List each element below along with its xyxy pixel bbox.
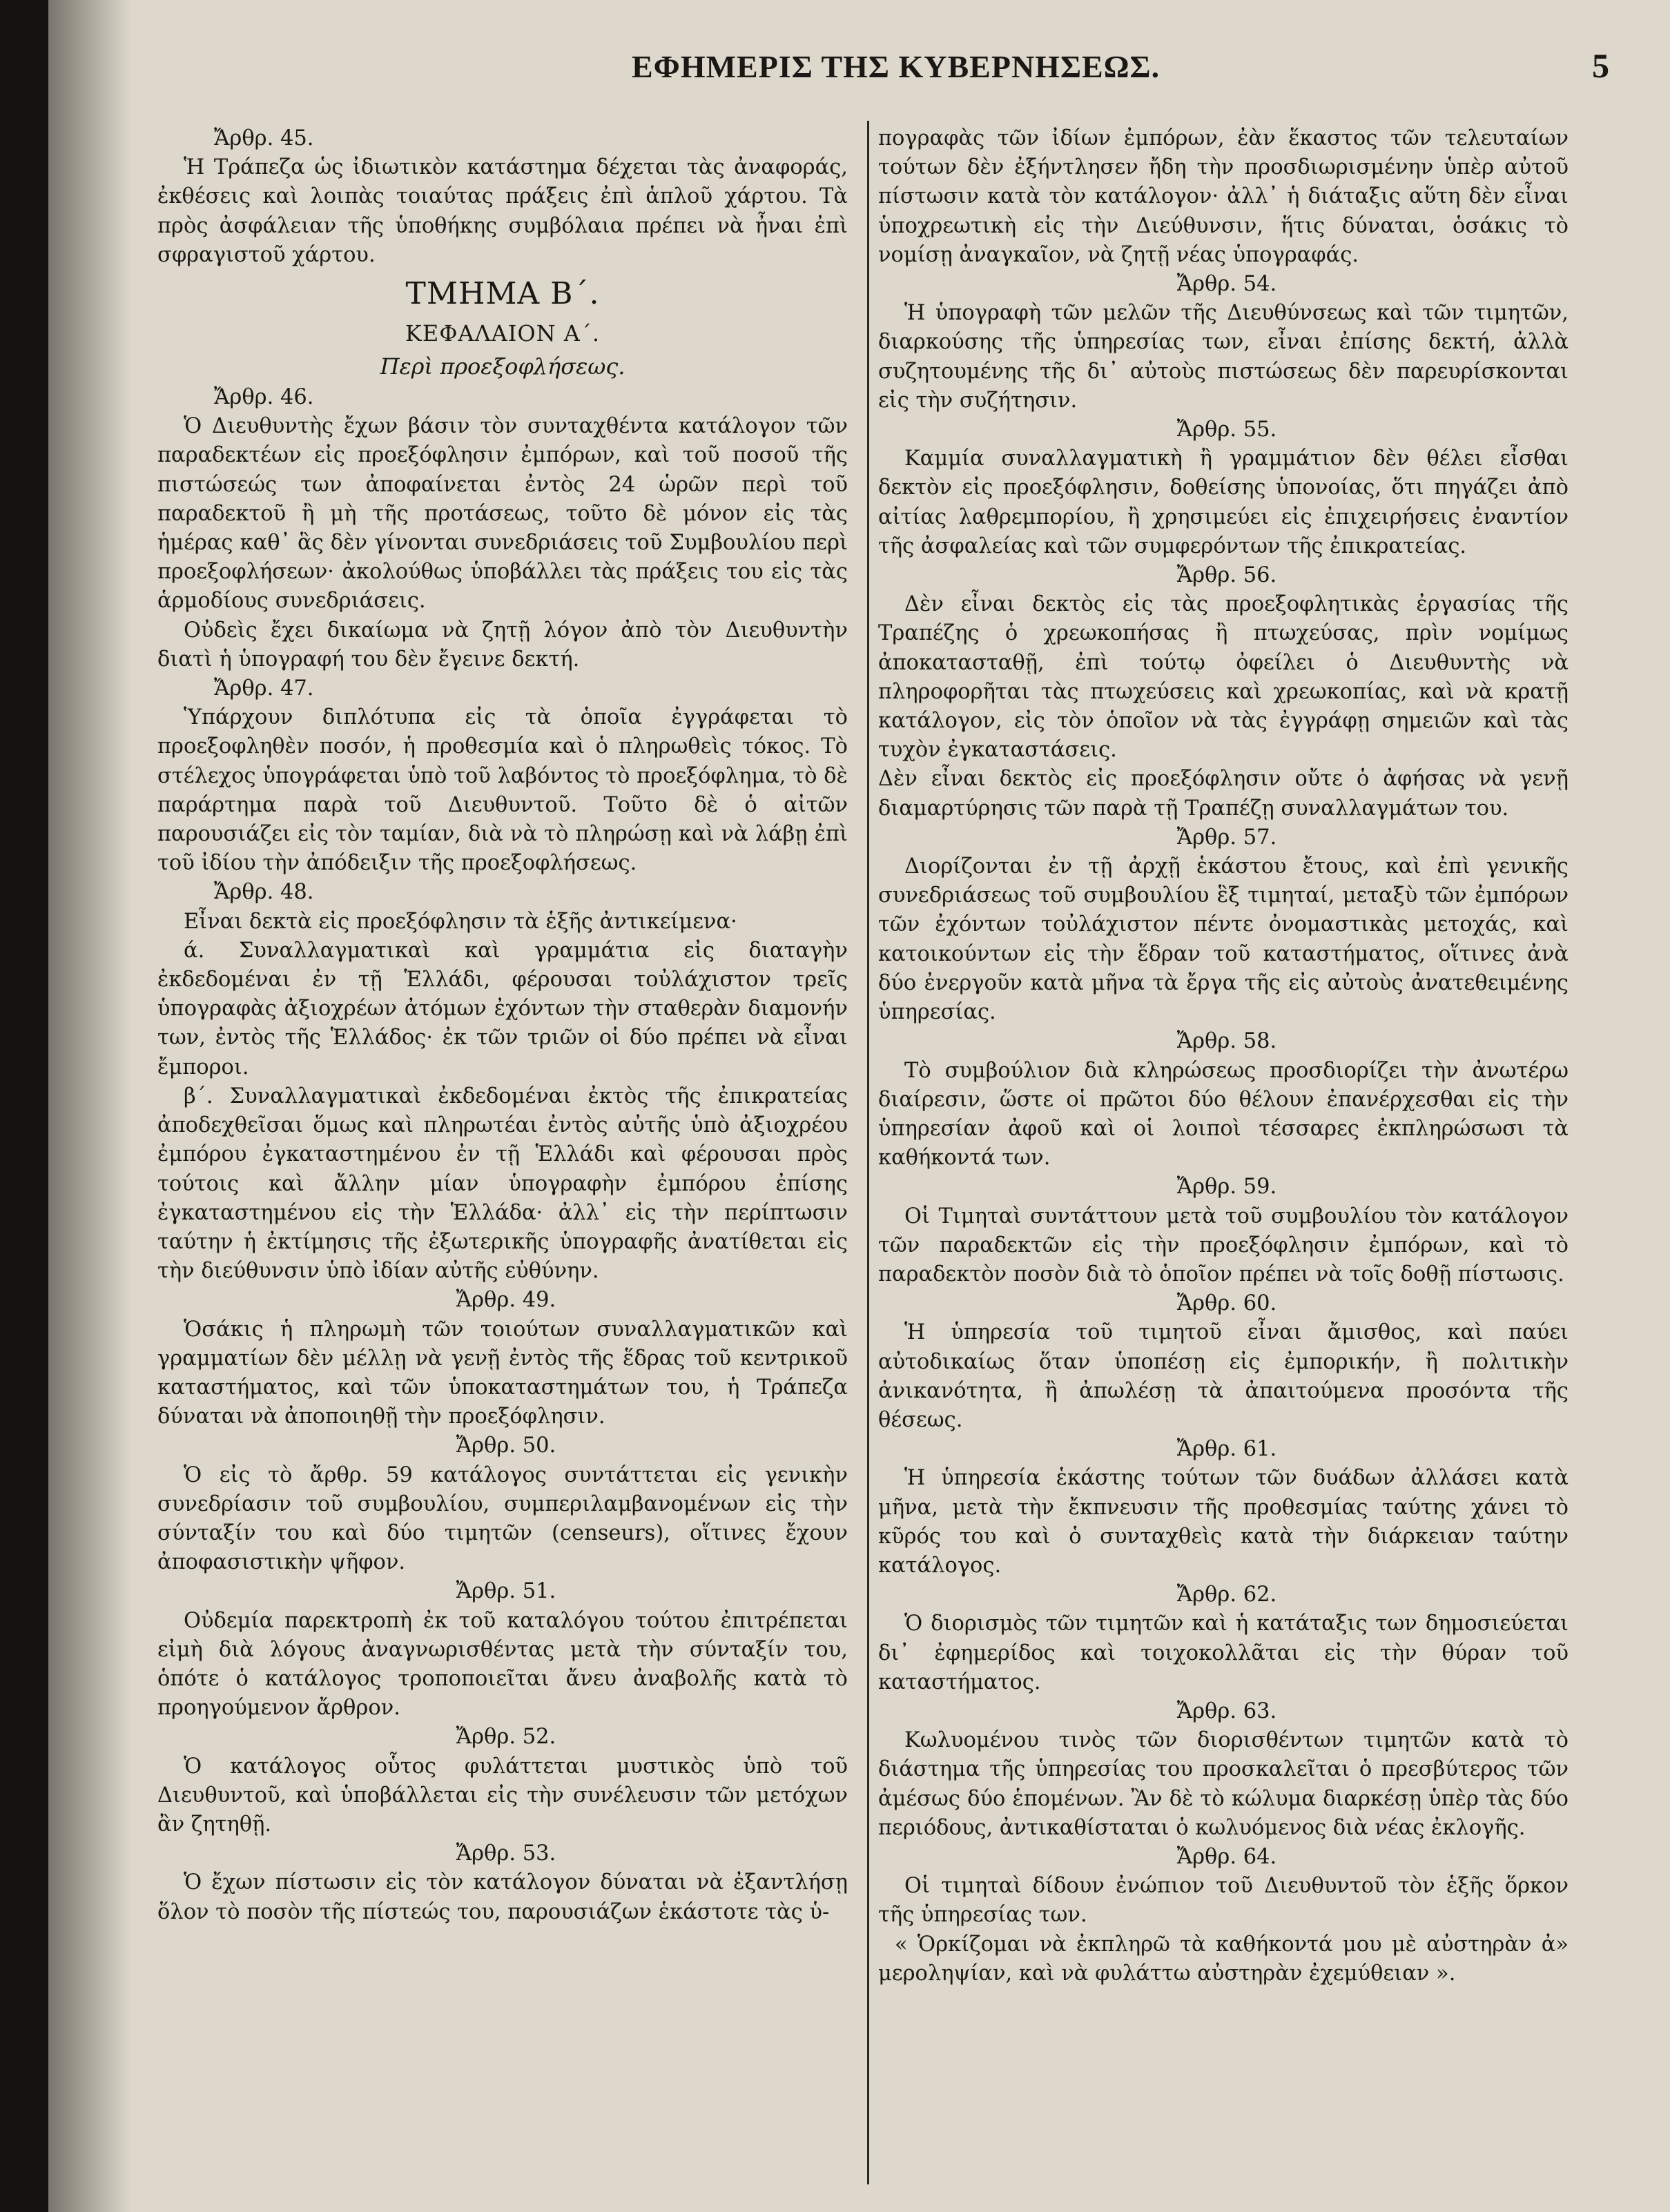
article-heading: Ἄρθρ. 56.	[1176, 563, 1277, 588]
chapter-subtitle: Περὶ προεξοφλήσεως.	[380, 353, 625, 380]
article-heading: Ἄρθρ. 51.	[456, 1579, 556, 1604]
article-paragraph: Κωλυομένου τινὸς τῶν διορισθέντων τιμητῶν κατὰ τὸ διάστημα τῆς ὑπηρεσίας του προσκαλεῖται ὁ πρεσβύτερος τῶν ἀμέσως δύο ἑπομένων. Ἂν δὲ τὸ κώλυμα διαρκέσῃ ὑπὲρ τὰς δύο περιόδους, ἀντικαθίσταται ὁ κωλυόμενος διὰ νέας ἐκλογῆς.	[878, 1728, 1569, 1840]
article-heading: Ἄρθρ. 46.	[214, 385, 314, 410]
article-paragraph-continued: πογραφὰς τῶν ἰδίων ἐμπόρων, ἐὰν ἕκαστος τῶν τελευταίων τούτων δὲν ἐξήντλησεν ἤδη τὴν προσδιωρισμένην ὑπὲρ αὐτοῦ πίστωσιν κατὰ τὸν κατάλογον· ἀλλ᾽ ἡ διάταξις αὕτη δὲν εἶναι ὑποχρεωτικὴ εἰς τὴν Διεύθυνσιν, ἥτις δύναται, ὁσάκις τὸ νομίσῃ ἀναγκαῖον, νὰ ζητῇ νέας ὑπογραφάς.	[878, 126, 1569, 267]
article-paragraph: Ὁ κατάλογος οὗτος φυλάττεται μυστικὸς ὑπὸ τοῦ Διευθυντοῦ, καὶ ὑποβάλλεται εἰς τὴν συνέλευσιν τῶν μετόχων ἂν ζητηθῇ.	[157, 1754, 848, 1837]
article-paragraph: ά. Συναλλαγματικαὶ καὶ γραμμάτια εἰς διαταγὴν ἐκδεδομέναι ἐν τῇ Ἑλλάδι, φέρουσαι τοὐλάχιστον τρεῖς ὑπογραφὰς ἀξιοχρέων ἀτόμων ἐχόντων τὴν σταθερὰν διαμονήν των, ἐντὸς τῆς Ἑλλάδος· ἐκ τῶν τριῶν οἱ δύο πρέπει νὰ εἶναι ἔμποροι.	[157, 938, 848, 1079]
article-paragraph: Ἡ ὑπηρεσία τοῦ τιμητοῦ εἶναι ἄμισθος, καὶ παύει αὐτοδικαίως ὅταν ὑποπέσῃ εἰς ἐμπορικήν, ἢ πολιτικὴν ἀνικανότητα, ἢ ἀπωλέσῃ τὰ ἀπαιτούμενα προσόντα τῆς θέσεως.	[878, 1320, 1569, 1432]
page-number: 5	[1592, 46, 1609, 85]
article-paragraph: Οὐδεμία παρεκτροπὴ ἐκ τοῦ καταλόγου τούτου ἐπιτρέπεται εἰμὴ διὰ λόγους ἀναγνωρισθέντας μετὰ τὴν σύνταξίν του, ὁπότε ὁ κατάλογος τροποποιεῖται ἄνευ ἀναβολῆς κατὰ τὸ προηγούμενον ἄρθρον.	[157, 1608, 848, 1721]
article-paragraph: Δὲν εἶναι δεκτὸς εἰς τὰς προεξοφλητικὰς ἐργασίας τῆς Τραπέζης ὁ χρεωκοπήσας ἢ πτωχεύσας, πρὶν νομίμως ἀποκατασταθῇ, ἐπὶ τούτῳ ὀφείλει ὁ Διευθυντὴς νὰ πληροφορῆται τὰς πτωχεύσεις καὶ χρεωκοπίας, καὶ νὰ κρατῇ κατάλογον, εἰς τὸν ὁποῖον νὰ τὰς ἐγγράφῃ σημειῶν καὶ τὰς τυχὸν ἐγκαταστάσεις.	[878, 592, 1569, 763]
oath-text: « Ὁρκίζομαι νὰ ἐκπληρῶ τὰ καθήκοντά μου μὲ αὐστηρὰν ἀ» μεροληψίαν, καὶ νὰ φυλάττω αὐστηρὰν ἐχεμύθειαν ».	[878, 1932, 1569, 1986]
article-paragraph: Εἶναι δεκτὰ εἰς προεξόφλησιν τὰ ἑξῆς ἀντικείμενα·	[184, 909, 737, 934]
article-paragraph: β΄. Συναλλαγματικαὶ ἐκδεδομέναι ἐκτὸς τῆς ἐπικρατείας ἀποδεχθεῖσαι ὅμως καὶ πληρωτέαι ἐντὸς αὐτῆς ὑπὸ ἀξιοχρέου ἐμπόρου ἐγκαταστημένου ἐν τῇ Ἑλλάδι καὶ φέρουσαι πρὸς τούτοις καὶ ἄλλην μίαν ὑπογραφὴν ἐμπόρου ἐπίσης ἐγκαταστημένου εἰς τὴν Ἑλλάδα· ἀλλ᾽ εἰς τὴν περίπτωσιν ταύτην ἡ ἐκτίμησις τῆς ἐξωτερικῆς ὑπογραφῆς ἀνατίθεται εἰς τὴν διεύθυνσιν ὑπὸ ἰδίαν αὐτῆς εὐθύνην.	[157, 1084, 848, 1284]
column-divider	[867, 121, 869, 2184]
article-paragraph: Διορίζονται ἐν τῇ ἀρχῇ ἑκάστου ἔτους, καὶ ἐπὶ γενικῆς συνεδριάσεως τοῦ συμβουλίου ἓξ τιμηταί, μεταξὺ τῶν ἐμπόρων τῶν ἐχόντων τοὐλάχιστον πέντε ὀνομαστικὰς μετοχάς, καὶ κατοικούντων εἰς τὴν ἕδραν τοῦ καταστήματος, οἵτινες ἀνὰ δύο ἐνεργοῦν κατὰ μῆνα τὰ ἔργα τῆς εἰς αὐτοὺς ἀνατεθειμένης ὑπηρεσίας.	[878, 854, 1569, 1025]
page-header	[48, 43, 1670, 98]
article-paragraph: Ὑπάρχουν διπλότυπα εἰς τὰ ὁποῖα ἐγγράφεται τὸ προεξοφληθὲν ποσόν, ἡ προθεσμία καὶ ὁ πληρωθεὶς τόκος. Τὸ στέλεχος ὑπογράφεται ὑπὸ τοῦ λαβόντος τὸ προεξόφλημα, τὸ δὲ παράρτημα παρὰ τοῦ Διευθυντοῦ. Τοῦτο δὲ ὁ αἰτῶν παρουσιάζει εἰς τὸν ταμίαν, διὰ νὰ τὸ πληρώσῃ καὶ νὰ λάβῃ ἐπὶ τοῦ ἰδίου τὴν ἀπόδειξιν τῆς προεξοφλήσεως.	[157, 705, 848, 876]
chapter-title: ΚΕΦΑΛΑΙΟΝ Α΄.	[405, 320, 601, 347]
article-paragraph: Ὁ εἰς τὸ ἄρθρ. 59 κατάλογος συντάττεται εἰς γενικὴν συνεδρίασιν τοῦ συμβουλίου, συμπεριλαμβανομένων εἰς τὴν σύνταξίν του καὶ δύο τιμητῶν (censeurs), οἵτινες ἔχουν ἀποφασιστικὴν ψῆφον.	[157, 1462, 848, 1575]
section-title: ΤΜΗΜΑ Β΄.	[405, 276, 600, 312]
article-heading: Ἄρθρ. 47.	[214, 676, 314, 701]
article-heading: Ἄρθρ. 45.	[214, 126, 314, 150]
article-heading: Ἄρθρ. 55.	[1176, 418, 1277, 442]
newspaper-page	[48, 0, 1670, 2212]
article-paragraph: Ὁσάκις ἡ πληρωμὴ τῶν τοιούτων συναλλαγματικῶν καὶ γραμματίων δὲν μέλλῃ νὰ γενῇ ἐντὸς τῆς ἕδρας τοῦ κεντρικοῦ καταστήματος, καὶ τῶν ὑποκαταστημάτων του, ἡ Τράπεζα δύναται νὰ ἀποποιηθῇ τὴν προεξόφλησιν.	[157, 1317, 848, 1429]
article-paragraph: Ὁ Διευθυντὴς ἔχων βάσιν τὸν συνταχθέντα κατάλογον τῶν παραδεκτέων εἰς προεξόφλησιν ἐμπόρων, καὶ τοῦ ποσοῦ τῆς πιστώσεώς των ἀποφαίνεται ἐντὸς 24 ὡρῶν περὶ τοῦ παραδεκτοῦ ἢ μὴ τῆς προτάσεως, τοῦτο δὲ μόνον εἰς τὰς ἡμέρας καθ᾽ ἃς δὲν γίνονται συνεδριάσεις τοῦ Συμβουλίου περὶ προεξοφλήσεων· ἀκολούθως ὑποβάλλει τὰς πράξεις του εἰς τὰς ἁρμοδίους συνεδριάσεις.	[157, 414, 848, 614]
article-heading: Ἄρθρ. 64.	[1176, 1844, 1277, 1869]
article-paragraph: Καμμία συναλλαγματικὴ ἢ γραμμάτιον δὲν θέλει εἶσθαι δεκτὸν εἰς προεξόφλησιν, δοθείσης ὑπονοίας, ὅτι πηγάζει ἀπὸ αἰτίας λαθρεμπορίου, ἢ χρησιμεύει εἰς ἐπιχειρήσεις ἐναντίον τῆς ἀσφαλείας καὶ τῶν συμφερόντων τῆς ἐπικρατείας.	[878, 447, 1569, 558]
article-heading: Ἄρθρ. 62.	[1176, 1583, 1277, 1607]
article-paragraph: Δὲν εἶναι δεκτὸς εἰς προεξόφλησιν οὔτε ὁ ἀφήσας νὰ γενῇ διαμαρτύρησις τῶν παρὰ τῇ Τραπέζῃ συναλλαγμάτων του.	[878, 767, 1569, 821]
article-paragraph: Ἡ ὑπηρεσία ἑκάστης τούτων τῶν δυάδων ἀλλάσει κατὰ μῆνα, μετὰ τὴν ἔκπνευσιν τῆς προθεσμίας ταύτης χάνει τὸ κῦρός του καὶ ὁ συνταχθεὶς κατὰ τὴν διάρκειαν ταύτην κατάλογος.	[878, 1466, 1569, 1578]
newspaper-title: ΕΦΗΜΕΡΙΣ ΤΗΣ ΚΥΒΕΡΝΗΣΕΩΣ.	[632, 49, 1161, 84]
article-paragraph: Τὸ συμβούλιον διὰ κληρώσεως προσδιορίζει τὴν ἀνωτέρω διαίρεσιν, ὥστε οἱ πρῶτοι δύο θέλουν ἐπανέρχεσθαι εἰς τὴν ὑπηρεσίαν ἀφοῦ καὶ οἱ λοιποὶ τέσσαρες ἐκπληρώσωσι τὰ καθήκοντά των.	[878, 1058, 1569, 1171]
article-heading: Ἄρθρ. 49.	[456, 1288, 556, 1313]
article-paragraph: Ἡ Τράπεζα ὡς ἰδιωτικὸν κατάστημα δέχεται τὰς ἀναφοράς, ἐκθέσεις καὶ λοιπὰς τοιαύτας πράξεις ἐπὶ ἁπλοῦ χάρτου. Τὰ πρὸς ἀσφάλειαν τῆς ὑποθήκης συμβόλαια πρέπει νὰ ἦναι ἐπὶ σφραγιστοῦ χάρτου.	[157, 155, 848, 267]
article-paragraph: Ἡ ὑπογραφὴ τῶν μελῶν τῆς Διευθύνσεως καὶ τῶν τιμητῶν, διαρκούσης τῆς ὑπηρεσίας των, εἶναι ἐπίσης δεκτή, ἀλλὰ συζητουμένης τῆς δι᾽ αὐτοὺς πιστώσεως δὲν παρευρίσκονται εἰς τὴν συζήτησιν.	[878, 301, 1569, 413]
article-heading: Ἄρθρ. 60.	[1176, 1291, 1277, 1316]
article-heading: Ἄρθρ. 61.	[1176, 1437, 1277, 1462]
article-heading: Ἄρθρ. 48.	[214, 880, 314, 905]
article-paragraph: Ὁ ἔχων πίστωσιν εἰς τὸν κατάλογον δύναται νὰ ἐξαντλήσῃ ὅλον τὸ ποσὸν τῆς πίστεώς του, παρουσιάζων ἑκάστοτε τὰς ὑ-	[157, 1870, 848, 1924]
article-paragraph: Ὁ διορισμὸς τῶν τιμητῶν καὶ ἡ κατάταξις των δημοσιεύεται δι᾽ ἐφημερίδος καὶ τοιχοκολλᾶται εἰς τὴν θύραν τοῦ καταστήματος.	[878, 1612, 1569, 1694]
article-heading: Ἄρθρ. 57.	[1176, 825, 1277, 850]
left-column	[157, 124, 848, 1927]
article-heading: Ἄρθρ. 50.	[456, 1433, 556, 1458]
article-paragraph: Οἱ Τιμηταὶ συντάττουν μετὰ τοῦ συμβουλίου τὸν κατάλογον τῶν παραδεκτῶν εἰς τὴν προεξόφλησιν ἐμπόρων, καὶ τὸ παραδεκτὸν ποσὸν διὰ τὸ ὁποῖον πρέπει νὰ τοῖς δοθῇ πίστωσις.	[878, 1204, 1569, 1286]
article-heading: Ἄρθρ. 53.	[456, 1841, 556, 1866]
article-heading: Ἄρθρ. 59.	[1176, 1175, 1277, 1200]
article-paragraph: Οὐδεὶς ἔχει δικαίωμα νὰ ζητῇ λόγον ἀπὸ τὸν Διευθυντὴν διατὶ ἡ ὑπογραφή του δὲν ἔγεινε δεκτή.	[157, 618, 848, 672]
article-heading: Ἄρθρ. 63.	[1176, 1699, 1277, 1723]
article-heading: Ἄρθρ. 54.	[1176, 272, 1277, 297]
article-paragraph: Οἱ τιμηταὶ δίδουν ἐνώπιον τοῦ Διευθυντοῦ τὸν ἑξῆς ὅρκον τῆς ὑπηρεσίας των.	[878, 1874, 1569, 1928]
right-column	[878, 124, 1569, 1988]
article-heading: Ἄρθρ. 52.	[456, 1725, 556, 1750]
article-heading: Ἄρθρ. 58.	[1176, 1029, 1277, 1054]
